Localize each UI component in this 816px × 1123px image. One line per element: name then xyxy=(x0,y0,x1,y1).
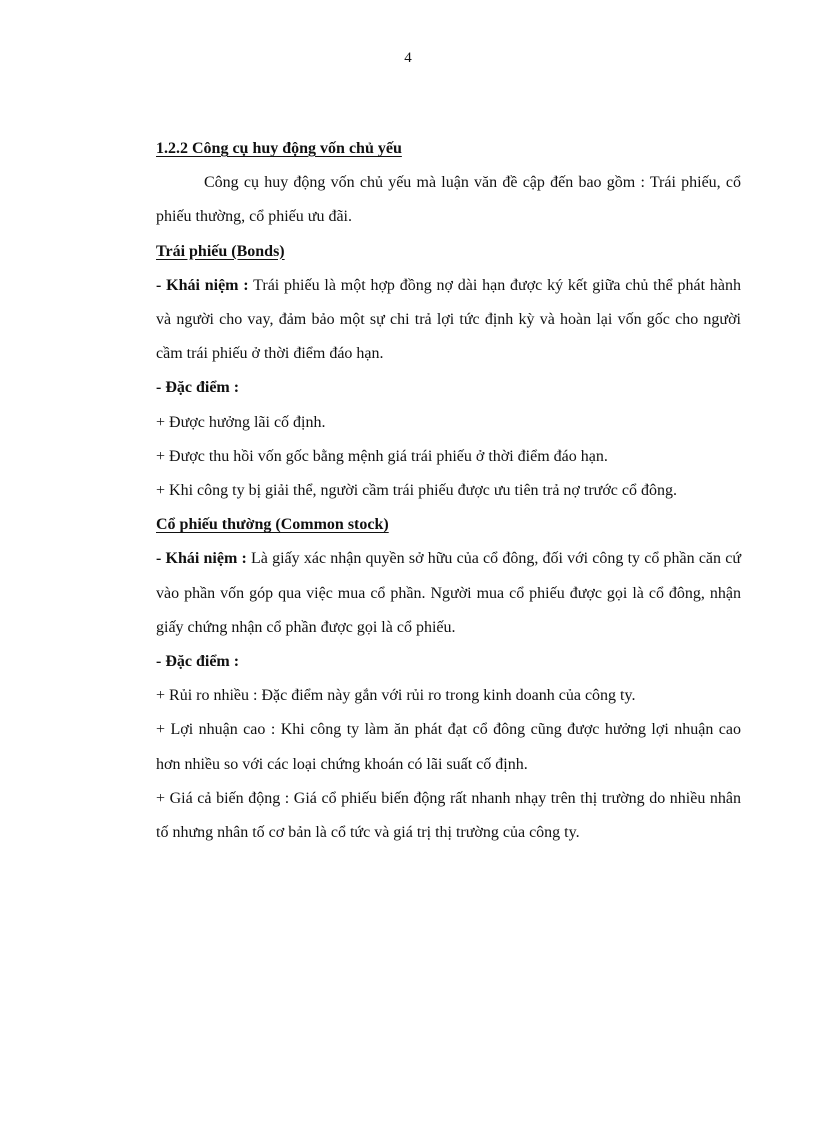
common-stock-feature-item: + Rủi ro nhiều : Đặc điểm này gắn với rủi ro trong kinh doanh của công ty. xyxy=(156,687,636,705)
section-heading: 1.2.2 Công cụ huy động vốn chủ yếu xyxy=(156,140,402,157)
common-stock-feature-item: + Giá cả biến động : Giá cổ phiếu biến động rất nhanh nhạy trên thị trường do nhiều nhân tố nhưng nhân tố cơ bản là cổ tức và giá trị thị trường của công ty. xyxy=(156,789,741,842)
common-stock-concept xyxy=(156,542,741,645)
document-body xyxy=(156,132,741,850)
bonds-concept-text: Trái phiếu là một hợp đồng nợ dài hạn được ký kết giữa chủ thể phát hành và người cho vay, đảm bảo một sự chi trả lợi tức định kỳ và hoàn lại vốn gốc cho người cầm trái phiếu ở thời điểm đáo hạn. xyxy=(156,276,741,363)
page-number: 4 xyxy=(404,50,412,66)
bonds-features-label: - Đặc điểm : xyxy=(156,379,240,397)
bonds-concept-label: - Khái niệm : xyxy=(156,276,249,294)
section-intro: Công cụ huy động vốn chủ yếu mà luận văn đề cập đến bao gồm : Trái phiếu, cổ phiếu thường, cổ phiếu ưu đãi. xyxy=(156,174,741,226)
bonds-feature-item: + Khi công ty bị giải thể, người cầm trái phiếu được ưu tiên trả nợ trước cổ đông. xyxy=(156,482,677,500)
bonds-feature-item: + Được hưởng lãi cố định. xyxy=(156,413,326,431)
common-stock-features-label: - Đặc điểm : xyxy=(156,653,240,671)
bonds-feature-item: + Được thu hồi vốn gốc bằng mệnh giá trái phiếu ở thời điểm đáo hạn. xyxy=(156,447,608,465)
bonds-heading: Trái phiếu (Bonds) xyxy=(156,242,285,260)
common-stock-concept-label: - Khái niệm : xyxy=(156,550,247,568)
common-stock-concept-text: Là giấy xác nhận quyền sở hữu của cổ đông, đối với công ty cổ phần căn cứ vào phần vốn góp qua việc mua cổ phần. Người mua cổ phiếu được gọi là cổ đông, nhận giấy chứng nhận cổ phần được gọi là cổ phiếu. xyxy=(156,550,742,636)
common-stock-heading: Cổ phiếu thường (Common stock) xyxy=(156,516,389,534)
bonds-concept xyxy=(156,269,741,372)
common-stock-feature-item: + Lợi nhuận cao : Khi công ty làm ăn phát đạt cổ đông cũng được hưởng lợi nhuận cao hơn nhiều so với các loại chứng khoán có lãi suất cố định. xyxy=(156,721,741,773)
